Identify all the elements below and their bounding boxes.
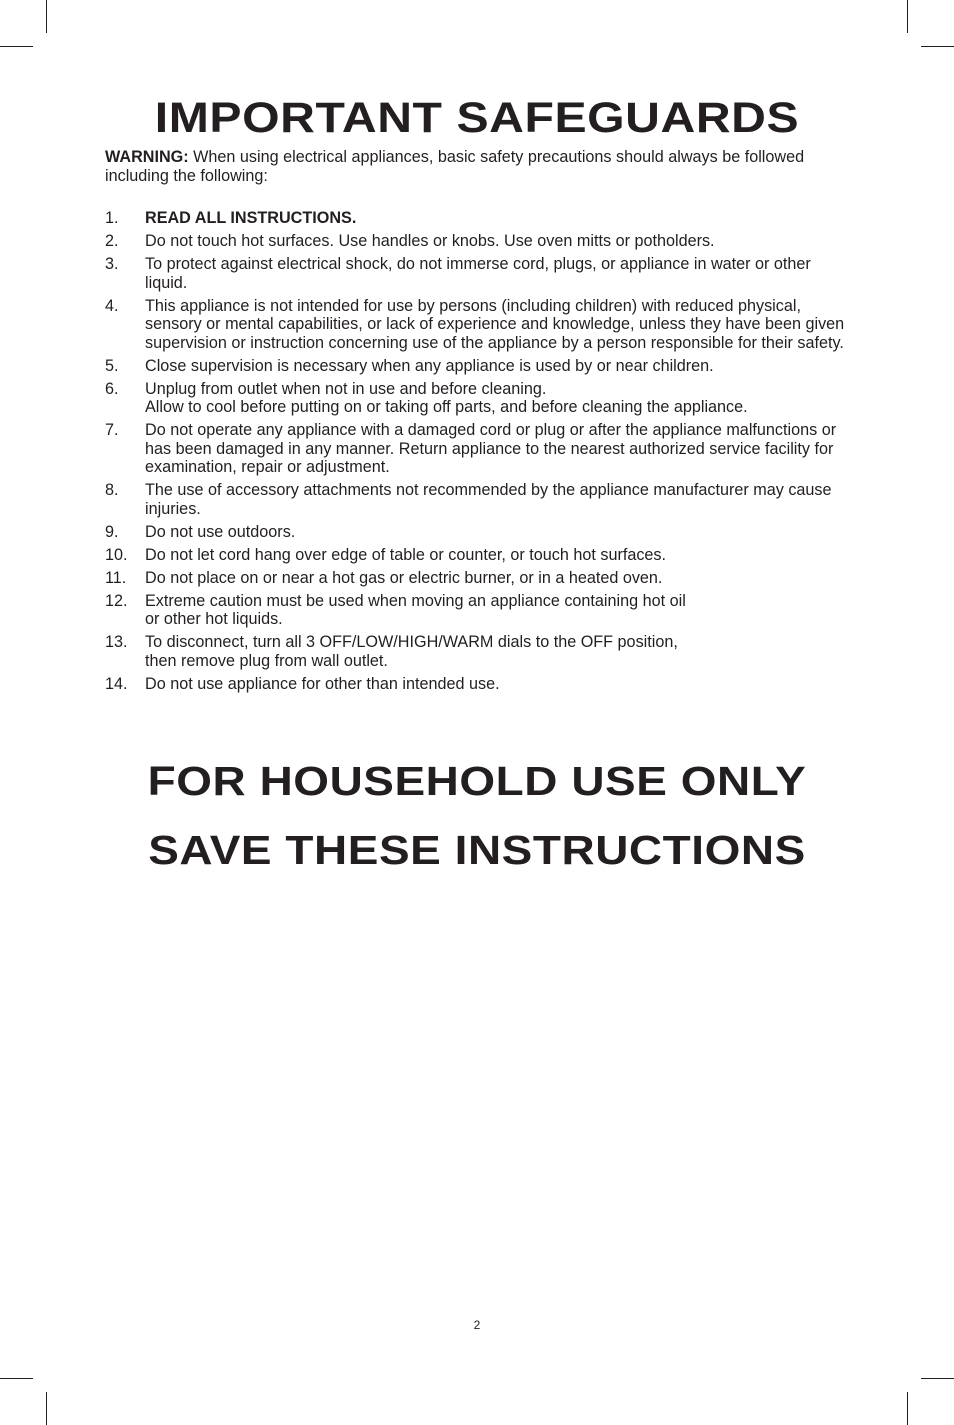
list-item bbox=[105, 569, 845, 588]
item-number: 2. bbox=[105, 232, 119, 250]
household-use-heading: FOR HOUSEHOLD USE ONLY bbox=[147, 758, 807, 804]
list-item bbox=[105, 380, 845, 417]
item-number: 1. bbox=[105, 209, 119, 227]
crop-mark bbox=[0, 46, 33, 47]
item-text: Do not use appliance for other than intended use. bbox=[145, 674, 500, 693]
list-item bbox=[105, 523, 845, 542]
item-number: 10. bbox=[105, 545, 128, 564]
crop-mark bbox=[907, 0, 908, 33]
list-item bbox=[105, 633, 845, 670]
item-text: The use of accessory attachments not recommended by the appliance manufacturer may cause injuries. bbox=[145, 481, 832, 518]
item-text: Do not operate any appliance with a damaged cord or plug or after the appliance malfunctions or has been damaged in any manner. Return appliance to the nearest authorized service facility for examination, repair or adjustment. bbox=[145, 421, 837, 476]
item-number: 12. bbox=[105, 591, 128, 610]
list-item bbox=[105, 675, 845, 694]
crop-mark bbox=[0, 1378, 33, 1379]
item-text: This appliance is not intended for use by persons (including children) with reduced physical, sensory or mental capabilities, or lack of experience and knowledge, unless they have been given supervision or instruction concerning use of the appliance by a person responsible for their safety. bbox=[145, 296, 845, 352]
item-text: To protect against electrical shock, do not immerse cord, plugs, or appliance in water or other liquid. bbox=[145, 255, 811, 292]
list-item bbox=[105, 546, 845, 565]
crop-mark bbox=[46, 1392, 47, 1425]
item-text: To disconnect, turn all 3 OFF/LOW/HIGH/WARM dials to the OFF position, bbox=[145, 633, 678, 651]
safeguards-list bbox=[105, 209, 845, 698]
item-number: 8. bbox=[105, 481, 119, 499]
list-item bbox=[105, 297, 845, 353]
list-item bbox=[105, 232, 845, 251]
list-item bbox=[105, 255, 845, 292]
item-text: Do not place on or near a hot gas or electric burner, or in a heated oven. bbox=[145, 568, 663, 587]
list-item bbox=[105, 481, 845, 518]
crop-mark bbox=[921, 46, 954, 47]
item-text: Do not touch hot surfaces. Use handles or knobs. Use oven mitts or potholders. bbox=[145, 232, 715, 250]
list-item bbox=[105, 209, 845, 228]
item-text-continued: Allow to cool before putting on or taking off parts, and before cleaning the appliance. bbox=[145, 398, 748, 416]
warning-label: WARNING: bbox=[105, 148, 189, 166]
save-instructions-heading: SAVE THESE INSTRUCTIONS bbox=[148, 827, 806, 873]
warning-paragraph bbox=[105, 148, 845, 185]
crop-mark bbox=[907, 1392, 908, 1425]
item-number: 11. bbox=[105, 568, 127, 587]
item-number: 6. bbox=[105, 379, 119, 398]
page-number: 2 bbox=[473, 1318, 481, 1332]
list-item bbox=[105, 421, 845, 477]
item-number: 4. bbox=[105, 296, 119, 315]
item-number: 5. bbox=[105, 356, 119, 375]
item-text: Do not let cord hang over edge of table or counter, or touch hot surfaces. bbox=[145, 545, 667, 564]
item-text-continued: then remove plug from wall outlet. bbox=[145, 651, 388, 670]
item-number: 7. bbox=[105, 421, 119, 439]
page-title: IMPORTANT SAFEGUARDS bbox=[154, 94, 800, 142]
item-number: 3. bbox=[105, 255, 119, 273]
item-text: Close supervision is necessary when any appliance is used by or near children. bbox=[145, 356, 714, 375]
item-text-continued: or other hot liquids. bbox=[145, 610, 283, 628]
crop-mark bbox=[921, 1378, 954, 1379]
item-number: 13. bbox=[105, 633, 128, 651]
item-text: Unplug from outlet when not in use and before cleaning. bbox=[145, 379, 547, 398]
list-item bbox=[105, 357, 845, 376]
item-text: Do not use outdoors. bbox=[145, 522, 296, 541]
item-number: 14. bbox=[105, 674, 128, 693]
warning-text: When using electrical appliances, basic safety precautions should always be followed including the following: bbox=[105, 148, 805, 185]
item-text: Extreme caution must be used when moving an appliance containing hot oil bbox=[145, 591, 686, 610]
crop-mark bbox=[46, 0, 47, 33]
item-number: 9. bbox=[105, 522, 119, 541]
list-item bbox=[105, 592, 845, 629]
item-text: READ ALL INSTRUCTIONS. bbox=[145, 209, 357, 227]
